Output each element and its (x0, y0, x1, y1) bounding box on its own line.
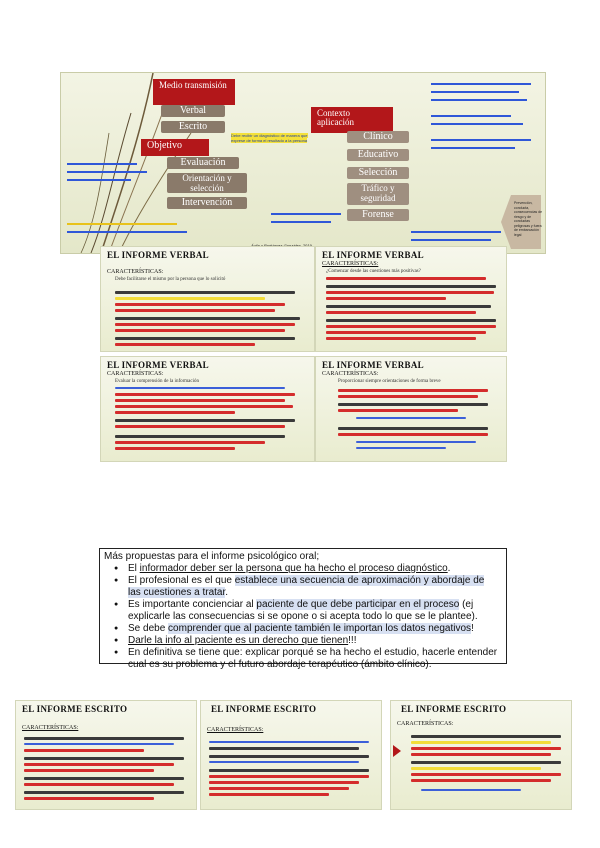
text-line (115, 387, 285, 389)
textbox-list (102, 563, 498, 671)
annotation-scribble (431, 115, 511, 117)
text-line (326, 337, 476, 340)
slide-title: EL INFORME VERBAL (322, 250, 424, 260)
text-line (326, 325, 496, 328)
text-line (411, 741, 551, 744)
text-line (338, 403, 488, 406)
text-line (115, 343, 255, 346)
annotation-scribble (411, 231, 501, 233)
annotation-scribble (431, 139, 531, 141)
annotation-scribble (271, 213, 341, 215)
text-line (209, 755, 369, 758)
slide-title: EL INFORME ESCRITO (401, 704, 507, 714)
text-line (24, 797, 154, 800)
text-line (209, 781, 359, 784)
text-line (411, 779, 551, 782)
box-objetivo: Objetivo (141, 139, 209, 156)
text-line (326, 311, 476, 314)
slide-snippet: ¿Comenzar desde las cuestiones más positivas? (326, 269, 421, 274)
text-line (209, 761, 359, 763)
text-line (209, 741, 369, 743)
text-line (411, 761, 561, 764)
box-orientacion-seleccion: Orientación y selección (167, 173, 247, 193)
box-intervencion: Intervención (167, 197, 247, 209)
text-line (24, 791, 184, 794)
text-line (338, 395, 478, 398)
slide-title: EL INFORME ESCRITO (22, 704, 128, 714)
text-line (326, 319, 496, 322)
annotation-scribble (431, 83, 531, 85)
list-item: ● Es importante concienciar al paciente de que debe participar en el proceso (ej explicarle las consecuencias si se opone o si acepta todo lo que se le plantee). (128, 599, 498, 623)
box-seleccion: Selección (347, 167, 409, 179)
text-line (421, 789, 521, 791)
text-line (115, 435, 285, 438)
box-trafico-seguridad: Tráfico y seguridad (347, 183, 409, 205)
box-clinico: Clínico (347, 131, 409, 143)
text-line (115, 419, 295, 422)
text-line (115, 291, 295, 294)
text-line (209, 793, 329, 796)
slide-informe-verbal-1 (100, 246, 315, 352)
list-item: ● En definitiva se tiene que: explicar porqué se ha hecho el estudio, hacerle entender cual es su problema y el futuro abordaje terapéutico (ámbito clínico). (128, 647, 498, 671)
annotation-scribble (67, 171, 147, 173)
text-line (24, 757, 184, 760)
list-item: ● Darle la info al paciente es un derecho que tienen!!! (128, 635, 498, 647)
box-escrito: Escrito (161, 121, 225, 133)
text-line (115, 405, 293, 408)
slide-informe-verbal-2 (315, 246, 507, 352)
text-line (115, 441, 265, 444)
slide-informe-verbal-4 (315, 356, 507, 462)
annotation-scribble (67, 223, 177, 225)
text-line (115, 323, 295, 326)
text-line (24, 763, 174, 766)
annotation-scribble (67, 179, 131, 181)
slide-title: EL INFORME VERBAL (322, 360, 424, 370)
list-item: ● Se debe comprender que al paciente también le importan los datos negativos! (128, 623, 498, 635)
annotation-scribble (67, 163, 137, 165)
slide-subtitle: CARACTERÍSTICAS: (107, 269, 164, 275)
text-line (411, 773, 561, 776)
slide-informe-verbal-3 (100, 356, 315, 462)
slide-title: EL INFORME VERBAL (107, 360, 209, 370)
slide-title: EL INFORME ESCRITO (211, 704, 317, 714)
annotation-scribble (431, 147, 515, 149)
text-line (115, 411, 235, 414)
text-line (411, 735, 561, 738)
annotation-scribble (67, 231, 187, 233)
text-line (326, 331, 486, 334)
text-line (24, 783, 174, 786)
slide-subtitle: CARACTERÍSTICAS: (207, 727, 264, 733)
box-medio-transmision: Medio transmisión (153, 79, 235, 105)
red-arrow-icon (393, 745, 401, 757)
list-item: ● El informador deber ser la persona que ha hecho el proceso diagnóstico. (128, 563, 498, 575)
text-line (411, 747, 561, 750)
text-line (209, 787, 349, 790)
text-line (338, 409, 458, 412)
text-line (115, 317, 300, 320)
box-verbal: Verbal (161, 105, 225, 117)
box-contexto-aplicacion: Contexto aplicación (311, 107, 393, 133)
annotation-scribble (431, 91, 519, 93)
text-line (115, 399, 285, 402)
conduct-note: Prevención, conducta, consecuencias de riesgo y de conductas peligrosas y fuera de embarcación legal (514, 201, 543, 237)
text-line (24, 743, 174, 745)
slide-snippet: Proporcionar siempre orientaciones de forma breve (338, 379, 441, 384)
text-line (326, 291, 494, 294)
list-item: ● El profesional es el que establece una secuencia de aproximación y abordaje de las cuestiones a tratar. (128, 575, 498, 599)
text-line (209, 747, 359, 750)
diagram-slide (60, 72, 546, 254)
slide-subtitle: CARACTERÍSTICAS: (22, 725, 79, 731)
slide-title: EL INFORME VERBAL (107, 250, 209, 260)
center-note: Debe recibir un diagnóstico de manera que exprese de forma el resultado a la persona (231, 133, 308, 143)
text-line (356, 417, 466, 419)
text-line (326, 285, 496, 288)
slide-subtitle: CARACTERÍSTICAS: (107, 371, 164, 377)
slide-informe-escrito-2 (200, 700, 382, 810)
slide-subtitle: CARACTERÍSTICAS: (397, 721, 454, 727)
text-line (209, 769, 369, 772)
slide-snippet: Evaluar la comprensión de la información (115, 379, 199, 384)
text-line (24, 749, 144, 752)
text-line (24, 737, 184, 740)
text-line (115, 393, 295, 396)
text-line (326, 297, 446, 300)
annotation-scribble (271, 221, 331, 223)
box-evaluacion: Evaluación (167, 157, 239, 169)
slide-informe-escrito-1 (15, 700, 197, 810)
text-line (115, 425, 285, 428)
text-line (338, 427, 488, 430)
text-line (356, 441, 476, 443)
text-line (326, 305, 491, 308)
text-line (411, 767, 541, 770)
text-line (326, 277, 486, 280)
slide-snippet: Debe facilitarse el mismo por la persona que lo solicitó (115, 277, 226, 282)
annotation-scribble (411, 239, 491, 241)
text-line (115, 297, 265, 300)
text-line (209, 775, 369, 778)
text-line (115, 309, 275, 312)
box-educativo: Educativo (347, 149, 409, 161)
text-line (338, 433, 488, 436)
text-line (24, 769, 154, 772)
text-line (115, 329, 285, 332)
text-line (24, 777, 184, 780)
textbox-heading: Más propuestas para el informe psicológico oral; (104, 551, 320, 562)
notes-textbox (99, 548, 507, 670)
box-forense: Forense (347, 209, 409, 221)
text-line (115, 337, 295, 340)
slide-subtitle: CARACTERÍSTICAS: (322, 371, 379, 377)
text-line (338, 389, 488, 392)
slide-informe-escrito-3 (390, 700, 572, 810)
annotation-scribble (431, 99, 527, 101)
annotation-scribble (431, 123, 523, 125)
text-line (411, 753, 551, 756)
slide-subtitle: CARACTERÍSTICAS: (322, 261, 379, 267)
text-line (115, 447, 235, 450)
text-line (356, 447, 446, 449)
text-line (115, 303, 285, 306)
